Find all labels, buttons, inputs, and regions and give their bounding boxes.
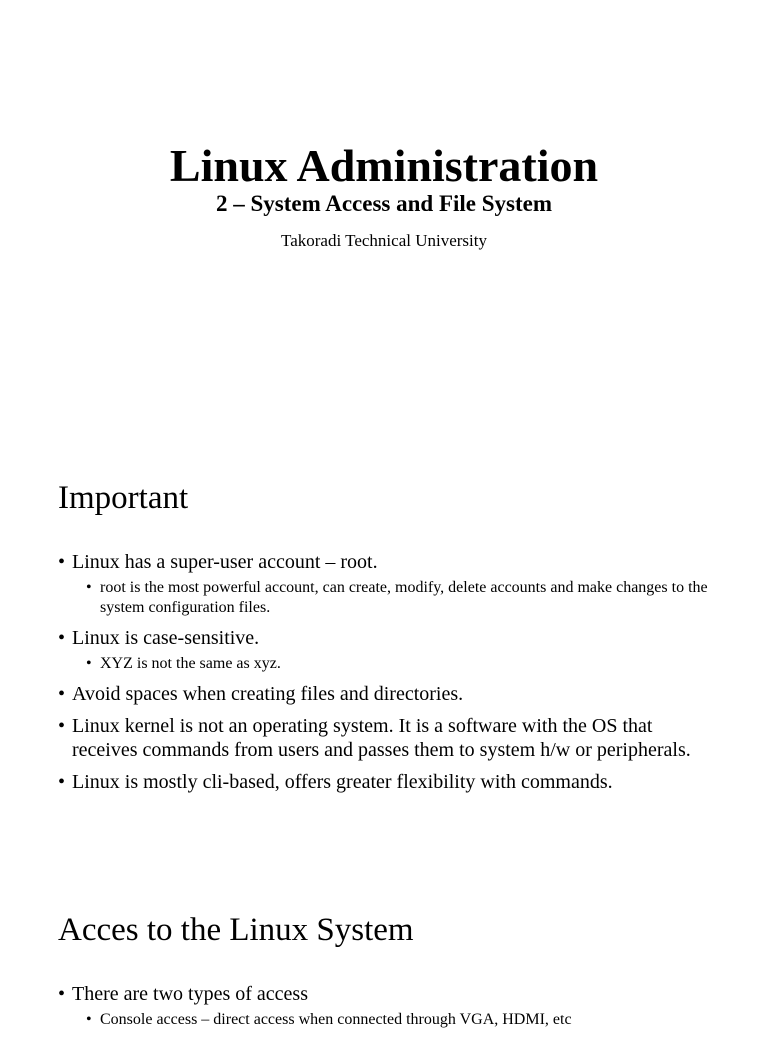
- sub-bullet-list: [86, 1010, 718, 1030]
- bullet-text: Linux has a super-user account – root.: [72, 551, 378, 573]
- sub-bullet-list: [86, 654, 718, 674]
- bullet-list: [58, 982, 718, 1038]
- bullet-item: [58, 982, 718, 1030]
- institution-name: Takoradi Technical University: [281, 231, 487, 250]
- bullet-item: [58, 626, 718, 674]
- bullet-item: • Linux is mostly cli-based, offers greater flexibility with commands.: [58, 770, 718, 794]
- sub-bullet-list: [86, 578, 718, 618]
- important-slide: [0, 432, 768, 864]
- slide-heading: Acces to the Linux System: [58, 912, 414, 948]
- bullet-list: [58, 550, 718, 802]
- sub-bullet-item: • root is the most powerful account, can create, modify, delete accounts and make changes to the system configuration files.: [86, 578, 718, 618]
- sub-bullet-item: • Console access – direct access when connected through VGA, HDMI, etc: [86, 1010, 718, 1030]
- bullet-item: • Avoid spaces when creating files and directories.: [58, 682, 718, 706]
- title-slide: [0, 0, 768, 432]
- presentation-subtitle: 2 – System Access and File System: [215, 191, 553, 216]
- sub-bullet-item: • XYZ is not the same as xyz.: [86, 654, 718, 674]
- bullet-item: [58, 550, 718, 618]
- presentation-title: Linux Administration: [169, 140, 599, 191]
- bullet-text: There are two types of access: [72, 983, 308, 1005]
- access-slide: [0, 864, 768, 1028]
- bullet-item: • Linux kernel is not an operating system. It is a software with the OS that receives commands from users and passes them to system h/w or peripherals.: [58, 714, 718, 762]
- slide-heading: Important: [58, 480, 189, 516]
- bullet-text: Linux is case-sensitive.: [72, 627, 260, 649]
